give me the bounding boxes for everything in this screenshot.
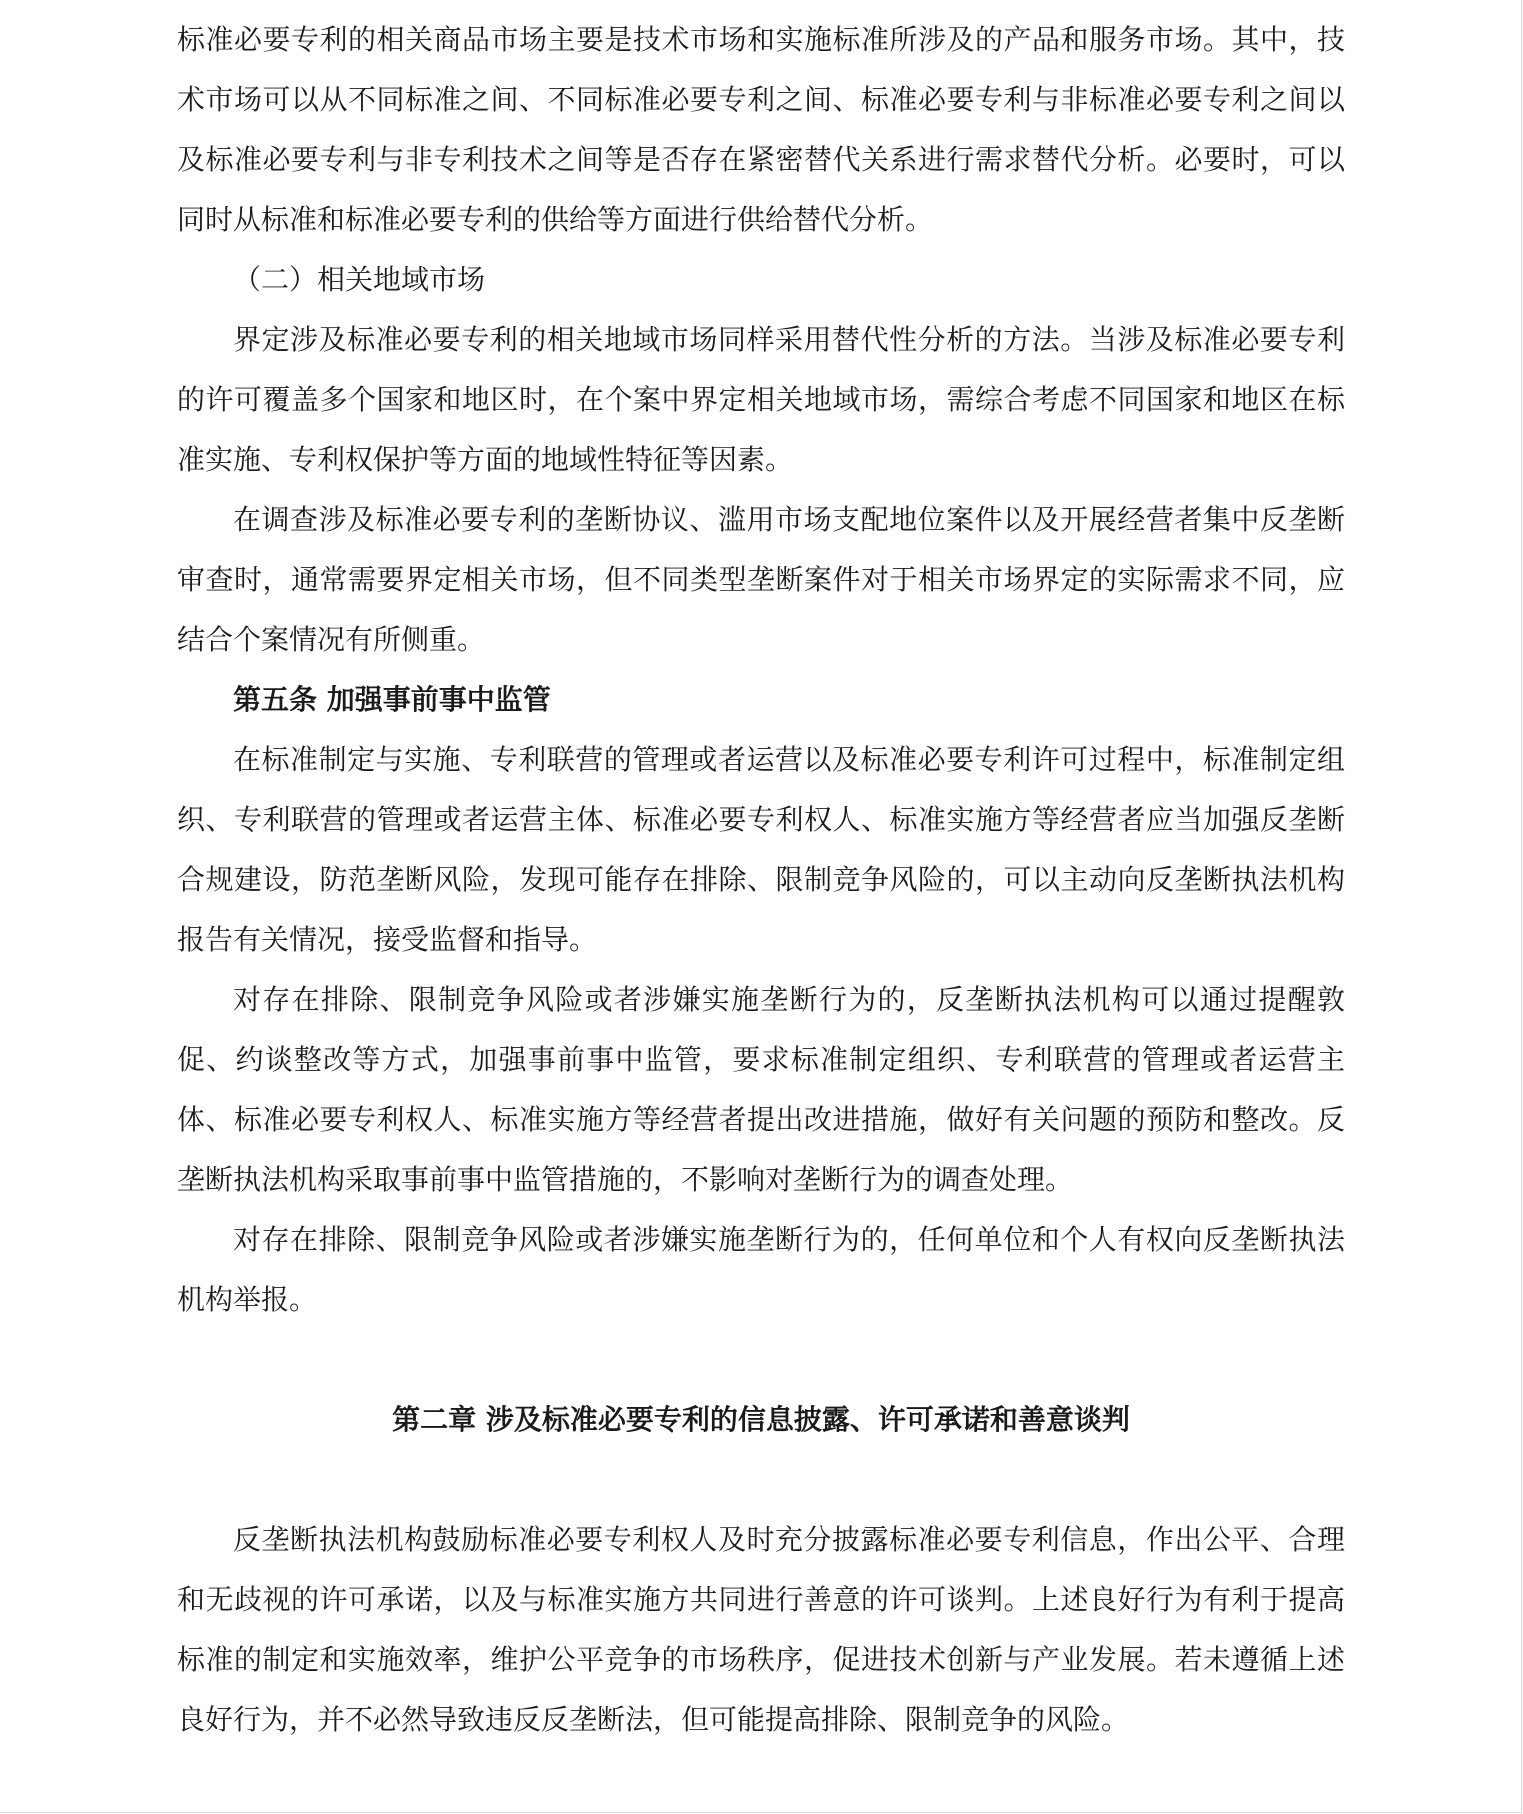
paragraph-compliance-construction: 在标准制定与实施、专利联营的管理或者运营以及标准必要专利许可过程中，标准制定组织、专利联营的管理或者运营主体、标准必要专利权人、标准实施方等经营者应当加强反垄断合规建设，防范垄断风险，发现可能存在排除、限制竞争风险的，可以主动向反垄断执法机构报告有关情况，接受监督和指导。 <box>177 743 1345 956</box>
paragraph-ex-ante-supervision: 对存在排除、限制竞争风险或者涉嫌实施垄断行为的，反垄断执法机构可以通过提醒敦促、约谈整改等方式，加强事前事中监管，要求标准制定组织、专利联营的管理或者运营主体、标准必要专利权人、标准实施方等经营者提出改进措施，做好有关问题的预防和整改。反垄断执法机构采取事前事中监管措施的，不影响对垄断行为的调查处理。 <box>177 983 1345 1196</box>
document-body <box>177 10 1345 1750</box>
paragraph-relevant-product-market: 标准必要专利的相关商品市场主要是技术市场和实施标准所涉及的产品和服务市场。其中，技术市场可以从不同标准之间、不同标准必要专利之间、标准必要专利与非标准必要专利之间以及标准必要专利与非专利技术之间等是否存在紧密替代关系进行需求替代分析。必要时，可以同时从标准和标准必要专利的供给等方面进行供给替代分析。 <box>177 23 1345 236</box>
paragraph-right-to-report: 对存在排除、限制竞争风险或者涉嫌实施垄断行为的，任何单位和个人有权向反垄断执法机构举报。 <box>177 1223 1345 1316</box>
article-5-title: 第五条 加强事前事中监管 <box>233 683 551 716</box>
subheading-relevant-geographic-market: （二）相关地域市场 <box>233 263 486 296</box>
paragraph-geographic-market-definition: 界定涉及标准必要专利的相关地域市场同样采用替代性分析的方法。当涉及标准必要专利的许可覆盖多个国家和地区时，在个案中界定相关地域市场，需综合考虑不同国家和地区在标准实施、专利权保护等方面的地域性特征等因素。 <box>177 323 1345 476</box>
chapter-2-title: 第二章 涉及标准必要专利的信息披露、许可承诺和善意谈判 <box>392 1403 1130 1436</box>
paragraph-good-faith-conduct: 反垄断执法机构鼓励标准必要专利权人及时充分披露标准必要专利信息，作出公平、合理和无歧视的许可承诺，以及与标准实施方共同进行善意的许可谈判。上述良好行为有利于提高标准的制定和实施效率，维护公平竞争的市场秩序，促进技术创新与产业发展。若未遵循上述良好行为，并不必然导致违反反垄断法，但可能提高排除、限制竞争的风险。 <box>177 1523 1345 1736</box>
paragraph-market-definition-needs: 在调查涉及标准必要专利的垄断协议、滥用市场支配地位案件以及开展经营者集中反垄断审查时，通常需要界定相关市场，但不同类型垄断案件对于相关市场界定的实际需求不同，应结合个案情况有所侧重。 <box>177 503 1345 656</box>
